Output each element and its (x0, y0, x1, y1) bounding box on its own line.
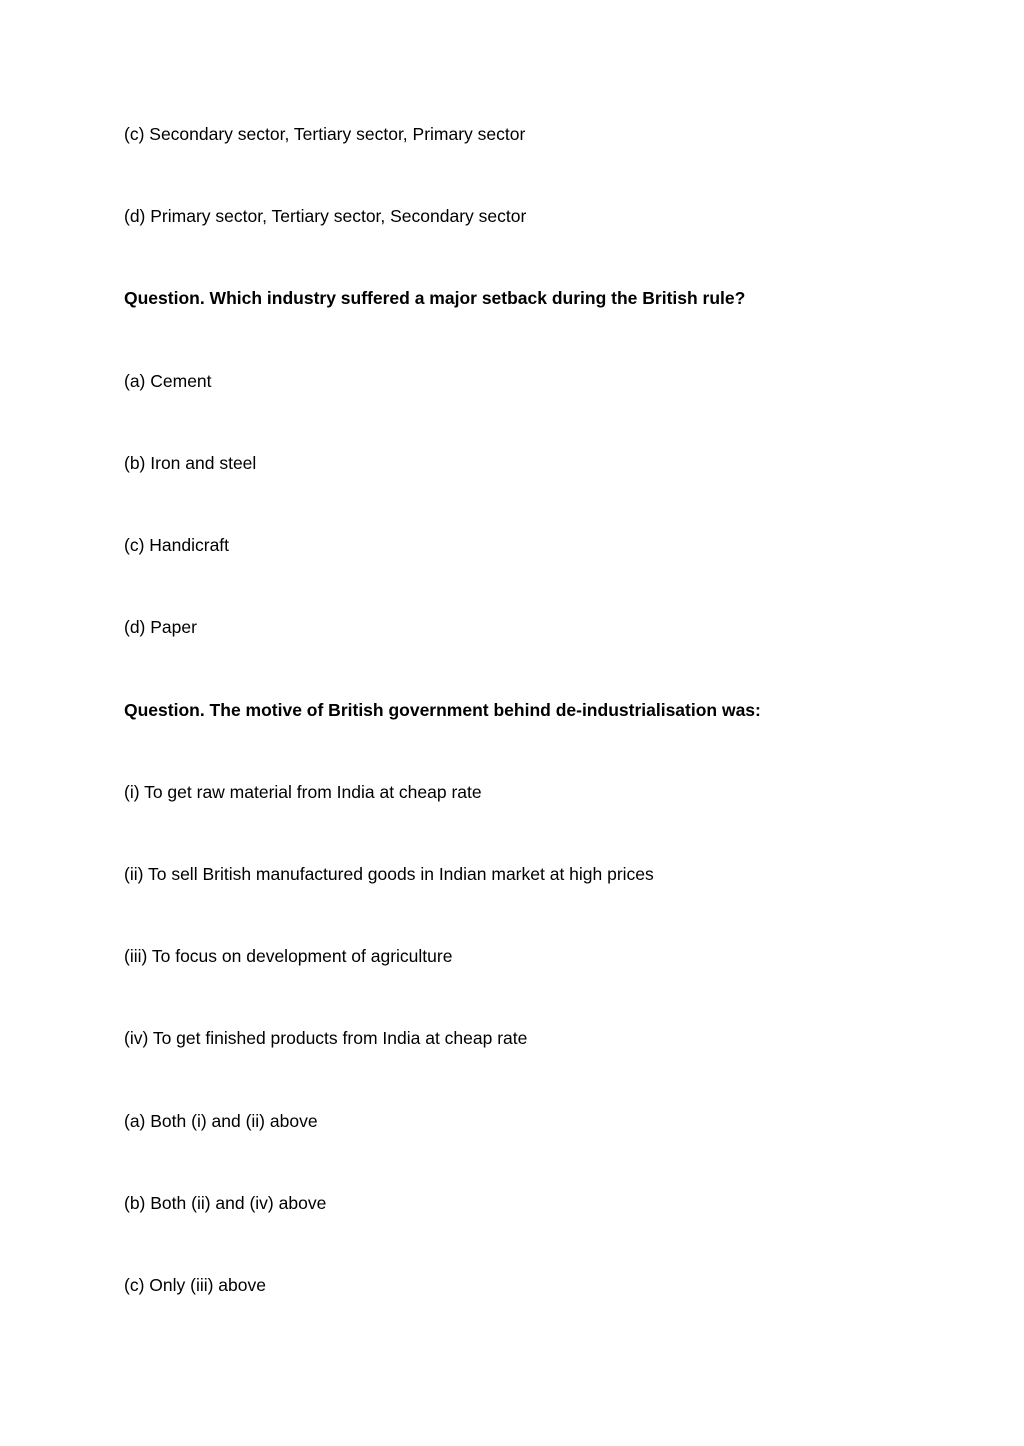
option-line: (c) Handicraft (124, 535, 230, 555)
statement-line: (iv) To get finished products from India at cheap rate (124, 1028, 528, 1048)
question-heading: Question. Which industry suffered a major setback during the British rule? (124, 288, 746, 308)
statement-line: (ii) To sell British manufactured goods in Indian market at high prices (124, 864, 654, 884)
option-line: (c) Secondary sector, Tertiary sector, Primary sector (124, 124, 526, 144)
option-line: (d) Paper (124, 617, 197, 637)
question-heading: Question. The motive of British government behind de-industrialisation was: (124, 700, 761, 720)
statement-line: (iii) To focus on development of agriculture (124, 946, 453, 966)
statement-line: (i) To get raw material from India at cheap rate (124, 782, 482, 802)
option-line: (a) Cement (124, 371, 212, 391)
option-line: (a) Both (i) and (ii) above (124, 1111, 318, 1131)
option-line: (c) Only (iii) above (124, 1275, 266, 1295)
option-line: (d) Primary sector, Tertiary sector, Secondary sector (124, 206, 527, 226)
option-line: (b) Both (ii) and (iv) above (124, 1193, 327, 1213)
option-line: (b) Iron and steel (124, 453, 257, 473)
